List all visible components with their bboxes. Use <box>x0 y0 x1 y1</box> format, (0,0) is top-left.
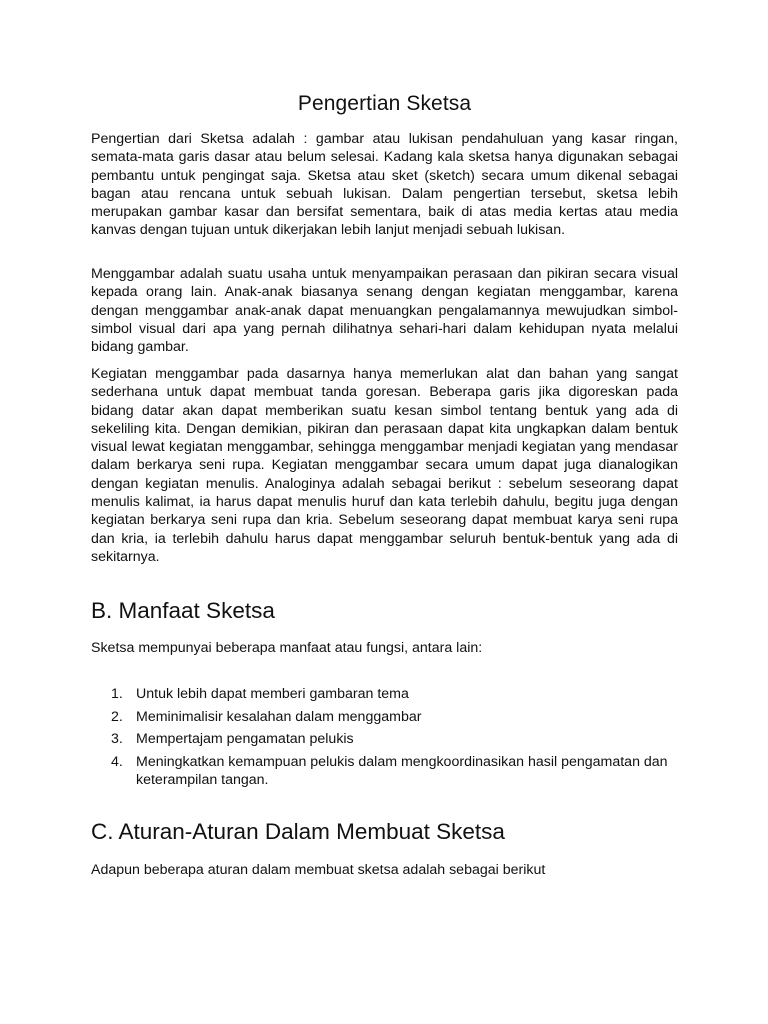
paragraph-activity: Kegiatan menggambar pada dasarnya hanya memerlukan alat dan bahan yang sangat sederhana untuk dapat membuat tanda goresan. Beberapa garis jika digoreskan pada bidang datar akan dapat memberikan suatu kesan simbol tentang bentuk yang ada di sekeliling kita. Dengan demikian, pikiran dan perasaan dapat kita ungkapkan dalam bentuk visual lewat kegiatan menggambar, sehingga menggambar menjadi kegiatan yang mendasar dalam berkarya seni rupa. Kegiatan menggambar secara umum dapat juga dianalogikan dengan kegiatan menulis. Analoginya adalah sebagai berikut : sebelum seseorang dapat menulis kalimat, ia harus dapat menulis huruf dan kata terlebih dahulu, begitu juga dengan kegiatan berkarya seni rupa dan kria. Sebelum seseorang dapat membuat karya seni rupa dan kria, ia terlebih dahulu harus dapat menggambar seluruh bentuk-bentuk yang ada di sekitarnya. <box>91 366 678 565</box>
list-item-number: 2. <box>111 708 123 725</box>
paragraph-definition: Pengertian dari Sketsa adalah : gambar atau lukisan pendahuluan yang kasar ringan, semata-mata garis dasar atau belum selesai. Kadang kala sketsa hanya digunakan sebagai pembantu untuk pengingat saja. Sketsa atau sket (sketch) secara umum dikenal sebagai bagan atau rencana untuk sebuah lukisan. Dalam pengertian tersebut, sketsa lebih merupakan gambar kasar dan bersifat sementara, baik di atas media kertas atau media kanvas dengan tujuan untuk dikerjakan lebih lanjut menjadi sebuah lukisan. <box>91 131 678 239</box>
section-c-heading: C. Aturan-Aturan Dalam Membuat Sketsa <box>91 819 505 844</box>
page-title: Pengertian Sketsa <box>297 92 472 115</box>
list-item-number: 4. <box>111 753 123 770</box>
list-item <box>91 730 681 748</box>
list-item-text: Mempertajam pengamatan pelukis <box>136 731 354 747</box>
paragraph-drawing: Menggambar adalah suatu usaha untuk menyampaikan perasaan dan pikiran secara visual kepada orang lain. Anak-anak biasanya senang dengan kegiatan menggambar, karena dengan menggambar anak-anak dapat menuangkan pengalamannya mewujudkan simbol-simbol visual dari apa yang pernah dilihatnya sehari-hari dalam kehidupan nyata melalui bidang gambar. <box>91 266 678 356</box>
list-item <box>91 753 681 789</box>
list-item-text: Meminimalisir kesalahan dalam menggambar <box>136 708 422 725</box>
list-item-text: Untuk lebih dapat memberi gambaran tema <box>136 686 409 702</box>
section-b-intro: Sketsa mempunyai beberapa manfaat atau fungsi, antara lain: <box>91 640 483 656</box>
section-c-intro: Adapun beberapa aturan dalam membuat sketsa adalah sebagai berikut <box>91 862 546 878</box>
list-item-number: 3. <box>111 731 123 747</box>
list-item-number: 1. <box>111 686 123 702</box>
list-item <box>91 708 681 726</box>
section-b-heading: B. Manfaat Sketsa <box>91 598 275 623</box>
list-item <box>91 685 681 703</box>
benefits-list <box>91 685 681 793</box>
list-item-text: Meningkatkan kemampuan pelukis dalam mengkoordinasikan hasil pengamatan dan keterampilan tangan. <box>136 753 668 788</box>
